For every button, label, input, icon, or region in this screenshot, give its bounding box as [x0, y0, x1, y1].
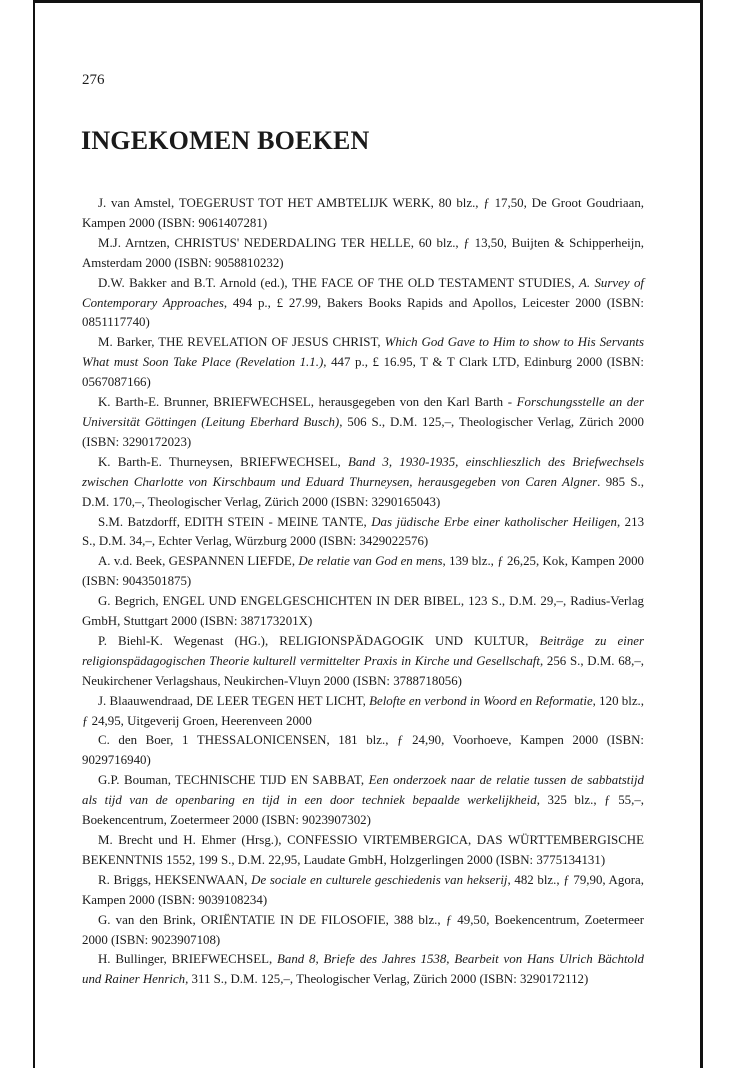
- entry-author: K. Barth-E. Thurneysen,: [98, 454, 241, 469]
- book-entry: [82, 592, 644, 632]
- entry-title: EDITH STEIN - MEINE TANTE: [184, 514, 364, 529]
- book-entry: [82, 234, 644, 274]
- entry-subtitle: Forschungsstelle an der Universität Göttingen (Leitung Eberhard Busch): [82, 395, 644, 429]
- entry-title: CHRISTUS' NEDERDALING TER HELLE: [174, 235, 411, 250]
- book-entry: H. Bullinger, BRIEFWECHSEL, Band 8, Briefe des Jahres 1538, Bearbeit von Hans Ulrich Bächtold und Rainer Henrich, 311 S., D.M. 125,–, Theologischer Verlag, Zürich 2000 (ISBN: 3290172112): [82, 952, 644, 987]
- entry-title: BRIEFWECHSEL: [213, 395, 311, 410]
- entry-subtitle: Beiträge zu einer religionspädagogischen Theorie kulturell vermittelter Praxis in Kirche und Gesellschaft: [82, 633, 645, 668]
- entry-details-tail: , 506 S., D.M. 125,–, Theologischer Verlag, Zürich 2000 (ISBN: 3290172023): [82, 414, 644, 449]
- entry-subtitle: De sociale en culturele geschiedenis van hekserij: [251, 872, 508, 887]
- book-entry: M. Barker, THE REVELATION OF JESUS CHRIST, Which God Gave to Him to show to His Servants What must Soon Take Place (Revelation 1.1.), 447 p., £ 16.95, T & T Clark LTD, Edinburg 2000 (ISBN: 0567087166): [82, 335, 645, 390]
- entry-title: BRIEFWECHSEL: [240, 454, 338, 469]
- entry-title: HEKSENWAAN: [154, 872, 245, 887]
- book-entry: A. v.d. Beek, GESPANNEN LIEFDE, De relatie van God en mens, 139 blz., ƒ 26,25, Kok, Kampen 2000 (ISBN: 9043501875): [82, 554, 644, 589]
- book-entry: J. Blaauwendraad, DE LEER TEGEN HET LICHT, Belofte en verbond in Woord en Reformatie, 120 blz., ƒ 24,95, Uitgeverij Groen, Heerenveen 2000: [82, 693, 645, 728]
- book-entry: [82, 731, 644, 771]
- entry-title: TECHNISCHE TIJD EN SABBAT: [175, 773, 361, 788]
- entry-author: J. van Amstel,: [98, 196, 179, 210]
- entry-title: 1 THESSALONICENSEN: [182, 733, 327, 748]
- entry-subtitle: De relatie van God en mens: [298, 554, 443, 569]
- entry-details: , 325 blz., ƒ 55,–, Boekencentrum, Zoetermeer 2000 (ISBN: 9023907302): [82, 793, 644, 828]
- entry-details: , 447 p., £ 16.95, T & T Clark LTD, Edinburg 2000 (ISBN: 0567087166): [82, 355, 645, 390]
- entry-author: S.M. Batzdorff,: [98, 514, 185, 529]
- entry-subtitle: A. Survey of Contemporary Approaches: [82, 275, 645, 310]
- scan-border-top: [33, 0, 703, 3]
- entry-title: ORIËNTATIE IN DE FILOSOFIE: [200, 912, 386, 927]
- page-title: INGEKOMEN BOEKEN: [81, 126, 370, 155]
- entry-details: . 985 S., D.M. 170,–, Theologischer Verlag, Zürich 2000 (ISBN: 3290165043): [82, 474, 644, 509]
- entry-details: , 494 p., £ 27.99, Bakers Books Rapids and Apollos, Leicester 2000 (ISBN: 0851117740): [82, 295, 645, 330]
- entry-author: D.W. Bakker and B.T. Arnold (ed.),: [98, 275, 292, 290]
- entry-author: K. Barth-E. Brunner,: [98, 395, 214, 410]
- entry-author: R. Briggs,: [98, 872, 155, 887]
- entry-details: , 80 blz., ƒ 17,50, De Groot Goudriaan, Kampen 2000 (ISBN: 9061407281): [82, 196, 644, 230]
- entry-details: , herausgegeben von den Karl Barth -: [310, 395, 517, 410]
- entry-author: A. v.d. Beek,: [98, 554, 169, 569]
- entry-author: M. Barker,: [98, 335, 159, 350]
- entry-title: RELIGIONSPÄDAGOGIK UND KULTUR: [279, 633, 526, 648]
- entry-author: M. Brecht und H. Ehmer (Hrsg.),: [98, 833, 288, 847]
- entry-details: , 482 blz., ƒ 79,90, Agora, Kampen 2000 (ISBN: 9039108234): [82, 872, 644, 907]
- book-entry: R. Briggs, HEKSENWAAN, De sociale en culturele geschiedenis van hekserij, 482 blz., ƒ 79,90, Agora, Kampen 2000 (ISBN: 9039108234): [82, 872, 644, 907]
- entry-subtitle: Band 3, 1930-1935, einschlieszlich des Briefwechsels zwischen Charlotte von Kirschbaum und Eduard Thurneysen, herausgegeben von Caren Algner: [82, 454, 644, 489]
- entry-title: THE REVELATION OF JESUS CHRIST: [158, 335, 378, 350]
- entry-author: M.J. Arntzen,: [98, 235, 175, 250]
- entry-details: , 120 blz., ƒ 24,95, Uitgeverij Groen, Heerenveen 2000: [82, 693, 645, 728]
- book-entry: [82, 831, 644, 871]
- entry-subtitle: Das jüdische Erbe einer katholischer Heiligen: [371, 514, 617, 529]
- entry-details: , 60 blz., ƒ 13,50, Buijten & Schipperheijn, Amsterdam 2000 (ISBN: 9058810232): [82, 235, 644, 270]
- scan-border-left: [33, 0, 35, 1068]
- book-entry: P. Biehl-K. Wegenast (HG.), RELIGIONSPÄDAGOGIK UND KULTUR, Beiträge zu einer religionspädagogischen Theorie kulturell vermittelter Praxis in Kirche und Gesellschaft, 256 S., D.M. 68,–, Neukirchener Verlagshaus, Neukirchen-Vluyn 2000 (ISBN: 3788718056): [82, 633, 645, 688]
- scan-border-right: [700, 0, 703, 1068]
- entry-author: G. van den Brink,: [98, 912, 201, 927]
- entry-details: , 311 S., D.M. 125,–, Theologischer Verlag, Zürich 2000 (ISBN: 3290172112): [185, 972, 589, 987]
- entry-details: , 213 S., D.M. 34,–, Echter Verlag, Würzburg 2000 (ISBN: 3429022576): [82, 514, 645, 549]
- entry-author: C. den Boer,: [98, 733, 183, 748]
- book-entry: K. Barth-E. Thurneysen, BRIEFWECHSEL, Band 3, 1930-1935, einschlieszlich des Briefwechsels zwischen Charlotte von Kirschbaum und Eduard Thurneysen, herausgegeben von Caren Algner. 985 S., D.M. 170,–, Theologischer Verlag, Zürich 2000 (ISBN: 3290165043): [82, 454, 644, 509]
- entry-title: ENGEL UND ENGELGESCHICHTEN IN DER BIBEL: [162, 594, 461, 609]
- book-entry: [82, 911, 644, 951]
- book-entry: [82, 393, 644, 453]
- book-entry: [82, 194, 644, 234]
- entry-details: , 199 S., D.M. 22,95, Laudate GmbH, Holzgerlingen 2000 (ISBN: 3775134131): [191, 852, 606, 867]
- entry-details: , 256 S., D.M. 68,–, Neukirchener Verlagshaus, Neukirchen-Vluyn 2000 (ISBN: 3788718056): [82, 653, 645, 688]
- entry-author: J. Blaauwendraad,: [98, 693, 197, 708]
- book-entry: S.M. Batzdorff, EDITH STEIN - MEINE TANTE, Das jüdische Erbe einer katholischer Heiligen, 213 S., D.M. 34,–, Echter Verlag, Würzburg 2000 (ISBN: 3429022576): [82, 514, 645, 549]
- book-entry: G.P. Bouman, TECHNISCHE TIJD EN SABBAT, Een onderzoek naar de relatie tussen de sabbatstijd als tijd van de openbaring en tijd in een door techniek bepaalde werkelijkheid, 325 blz., ƒ 55,–, Boekencentrum, Zoetermeer 2000 (ISBN: 9023907302): [82, 773, 644, 828]
- entry-subtitle: Een onderzoek naar de relatie tussen de sabbatstijd als tijd van de openbaring en tijd in een door techniek bepaalde werkelijkheid: [82, 773, 644, 808]
- entry-details: , 123 S., D.M. 29,–, Radius-Verlag GmbH, Stuttgart 2000 (ISBN: 387173201X): [82, 594, 644, 629]
- entry-title: THE FACE OF THE OLD TESTAMENT STUDIES: [291, 275, 572, 290]
- page-number: 276: [82, 72, 105, 88]
- entry-subtitle: Band 8, Briefe des Jahres 1538, Bearbeit von Hans Ulrich Bächtold und Rainer Henrich: [82, 952, 644, 987]
- entry-subtitle: Which God Gave to Him to show to His Servants What must Soon Take Place (Revelation 1.1.): [82, 335, 644, 370]
- entry-title: GESPANNEN LIEFDE: [168, 554, 292, 569]
- entry-details: , 181 blz., ƒ 24,90, Voorhoeve, Kampen 2000 (ISBN: 9029716940): [82, 733, 645, 768]
- entry-title: TOEGERUST TOT HET AMBTELIJK WERK: [178, 196, 431, 210]
- entry-title: DE LEER TEGEN HET LICHT: [196, 693, 363, 708]
- book-list: [82, 194, 644, 990]
- entry-details: , 139 blz., ƒ 26,25, Kok, Kampen 2000 (ISBN: 9043501875): [82, 554, 644, 589]
- entry-title: BRIEFWECHSEL: [171, 952, 269, 967]
- entry-details: , 388 blz., ƒ 49,50, Boekencentrum, Zoetermeer 2000 (ISBN: 9023907108): [82, 912, 645, 947]
- entry-author: G. Begrich,: [98, 594, 163, 609]
- entry-author: G.P. Bouman,: [98, 773, 176, 788]
- book-entry: D.W. Bakker and B.T. Arnold (ed.), THE FACE OF THE OLD TESTAMENT STUDIES, A. Survey of Contemporary Approaches, 494 p., £ 27.99, Bakers Books Rapids and Apollos, Leicester 2000 (ISBN: 0851117740): [82, 275, 645, 330]
- entry-author: H. Bullinger,: [98, 952, 172, 967]
- entry-title: CONFESSIO VIRTEMBERGICA, DAS WÜRTTEMBERGISCHE BEKENNTNIS 1552: [82, 833, 644, 867]
- entry-subtitle: Belofte en verbond in Woord en Reformatie: [369, 693, 593, 708]
- entry-author: P. Biehl-K. Wegenast (HG.),: [98, 633, 280, 648]
